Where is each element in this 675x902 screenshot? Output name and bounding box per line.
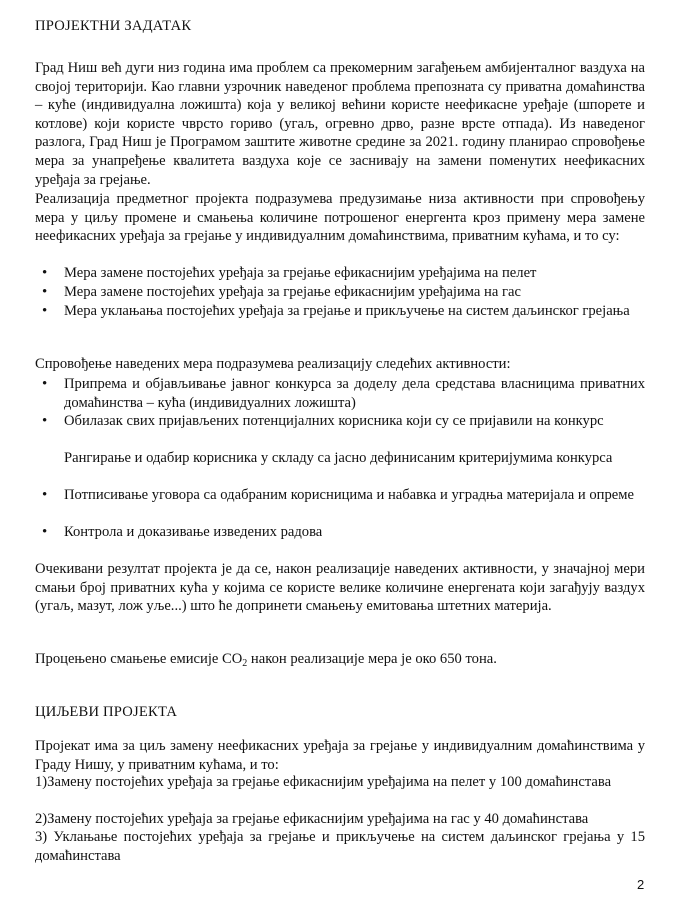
list-item-activity-contracts: • Потписивање уговора са одабраним корисницима и набавка и уградња материјала и опреме — [64, 486, 645, 505]
paragraph-implementation: Реализација предметног пројекта подразумева предузимање низа активности при спровођењу мера у циљу промене и смањења количине потрошеног енергента кроз примену мера замене неефикасних уређаја за грејање у индивидуалним домаћинствима, приватним кућама, и то су: — [35, 191, 645, 245]
list-item-activity-competition: • Припрема и објављивање јавног конкурса за доделу дела средстава власницима приватних домаћинства – кућа (индивидуалних ложишта) — [64, 375, 645, 412]
list-item-activity-ranking: Рангирање и одабир корисника у складу са јасно дефинисаним критеријумима конкурса — [64, 450, 613, 466]
list-item-measure-gas: • Мера замене постојећих уређаја за грејање ефикаснијим уређајима на гас — [64, 283, 645, 302]
goal-item-district-heating: 3) Уклањање постојећих уређаја за грејање и прикључење на систем даљинског грејања у 15 домаћинстава — [35, 829, 645, 864]
emission-text-after: након реализације мера је око 650 тона. — [247, 651, 497, 667]
paragraph-activities-intro: Спровођење наведених мера подразумева реализацију следећих активности: — [35, 356, 511, 372]
paragraph-intro: Град Ниш већ дуги низ година има проблем са прекомерним загађењем амбијенталног ваздуха на својој територији. Као главни узрочник наведеног проблема препозната су приватна домаћинства – куће (индивидуална ложишта) која у великој већини користе неефикасне уређаје (шпорете и котлове) који користе чврсто гориво (угаљ, огревно дрво, разне врсте отпада). Из наведеног разлога, Град Ниш је Програмом заштите животне средине за 2021. годину планирао спровођење мера за унапређење квалитета ваздуха које се заснивају на замени поменутих неефикасних уређаја за грејање. — [35, 60, 645, 188]
paragraph-goals-intro: Пројекат има за циљ замену неефикасних уређаја за грејање у индивидуалним домаћинствима у Граду Нишу, у приватним кућама, и то: — [35, 738, 645, 773]
list-item-measure-district-heating: • Мера уклањања постојећих уређаја за грејање и прикључење на систем даљинског грејања — [64, 302, 645, 321]
goal-item-gas: 2)Замену постојећих уређаја за грејање ефикаснијим уређајима на гас у 40 домаћинстава — [35, 811, 589, 827]
page-number: 2 — [637, 877, 645, 892]
paragraph-emission-reduction — [35, 650, 645, 669]
section-heading-project-task: ПРОЈЕКТНИ ЗАДАТАК — [35, 18, 192, 34]
goal-item-pellet: 1)Замену постојећих уређаја за грејање ефикаснијим уређајима на пелет у 100 домаћинстава — [35, 774, 612, 790]
emission-text-before: Процењено смањење емисије CO — [35, 651, 243, 667]
co2-subscript: 2 — [242, 658, 248, 669]
list-item-measure-pellet: • Мера замене постојећих уређаја за грејање ефикаснијим уређајима на пелет — [64, 264, 645, 283]
list-item-activity-control: • Контрола и доказивање изведених радова — [64, 523, 645, 542]
section-heading-project-goals: ЦИЉЕВИ ПРОЈЕКТА — [35, 704, 178, 720]
list-item-activity-visits: • Обилазак свих пријављених потенцијалних корисника који су се пријавили на конкурс — [64, 412, 645, 431]
paragraph-expected-result: Очекивани резултат пројекта је да се, након реализације наведених активности, у значајној мери смањи број приватних кућа у којима се користе велике количине енергената који загађују ваздух (угаљ, мазут, лож уље...) што ће допринети смањењу емитовања штетних материја. — [35, 561, 645, 615]
